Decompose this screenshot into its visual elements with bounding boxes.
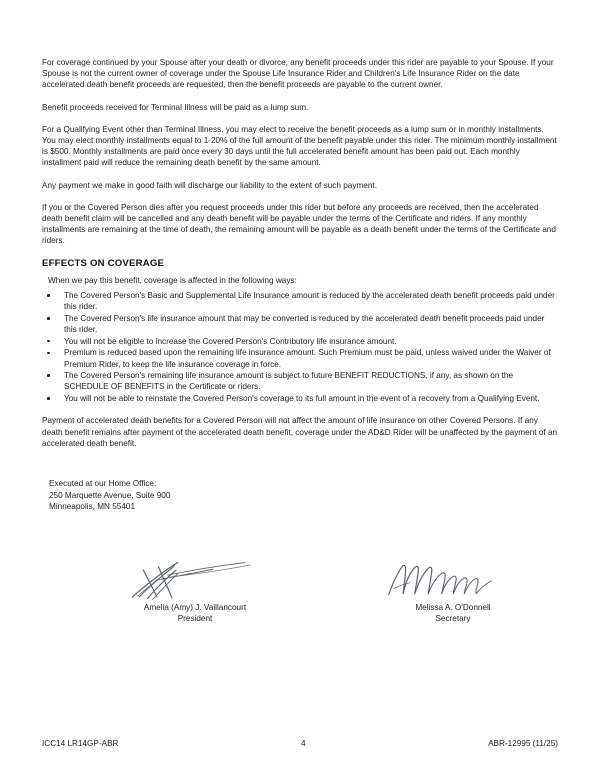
signer-name: Melissa A. O'Donnell bbox=[415, 603, 491, 612]
bullet-dot-icon bbox=[47, 352, 50, 355]
list-item bbox=[42, 393, 558, 404]
list-item-text: Premium is reduced based upon the remaining life insurance amount. Such Premium must be paid, unless waived under the Waiver of Premium Rider, to keep the life insurance coverage in force. bbox=[64, 348, 551, 369]
section-heading-effects-on-coverage: EFFECTS ON COVERAGE bbox=[42, 257, 165, 269]
signature-block-secretary bbox=[338, 560, 568, 624]
paragraph-terminal-illness-lump-sum: Benefit proceeds received for Terminal Illness will be paid as a lump sum. bbox=[42, 102, 309, 112]
list-item bbox=[42, 290, 558, 312]
list-item-text: The Covered Person's Basic and Supplemental Life Insurance amount is reduced by the accelerated death benefit proceeds paid under this rider. bbox=[64, 290, 555, 312]
bullet-dot-icon bbox=[47, 340, 50, 343]
spacer bbox=[42, 460, 558, 478]
footer-form-number: ICC14 LR14GP-ABR bbox=[42, 739, 119, 748]
signature-amelia-vaillancourt-icon bbox=[119, 560, 270, 602]
paragraph-other-covered-persons: Payment of accelerated death benefits for a Covered Person will not affect the amount of life insurance on other Covered Persons. If any death benefit remains after payment of the accelerated death benefit, coverage under the AD&D Rider will be unaffected by the payment of an accelerated death benefit. bbox=[42, 416, 558, 448]
signature-block-president bbox=[80, 560, 310, 624]
paragraph-death-before-proceeds: If you or the Covered Person dies after you request proceeds under this rider but before any proceeds are received, then the accelerated death benefit claim will be cancelled and any death benefit will be payable under the terms of the Certificate and riders. If any monthly installments are remaining at the time of death, the remaining amount will be payable as a death benefit under the terms of the Certificate and riders. bbox=[42, 202, 556, 246]
list-item-text: The Covered Person's remaining life insurance amount is subject to future BENEFIT REDUCTIONS, if any, as shown on the SCHEDULE OF BENEFITS in the Certificate or riders. bbox=[64, 371, 514, 392]
signature-area bbox=[42, 560, 558, 650]
list-item-text: The Covered Person's life insurance amount that may be converted is reduced by the accelerated death benefit proceeds paid under this rider. bbox=[64, 313, 545, 334]
list-item-text: You will not be eligible to increase the Covered Person's Contributory life insurance amount. bbox=[64, 336, 397, 346]
footer-reference: ABR-12995 (11/25) bbox=[488, 739, 558, 748]
list-item-text: You will not be able to reinstate the Covered Person's coverage to its full amount in the event of a recovery from a Qualifying Event. bbox=[64, 394, 540, 404]
paragraph-good-faith-payment: Any payment we make in good faith will discharge our liability to the extent of such payment. bbox=[42, 180, 377, 190]
signer-title: Secretary bbox=[435, 613, 471, 623]
list-item bbox=[42, 336, 558, 347]
footer-page-number: 4 bbox=[300, 739, 306, 748]
page-footer bbox=[42, 739, 558, 748]
signature-melissa-odonnell-icon bbox=[377, 560, 528, 602]
section-lead-in: When we pay this benefit, coverage is affected in the following ways: bbox=[48, 275, 297, 285]
signer-title: President bbox=[177, 613, 213, 623]
paragraph-qualifying-event-installments: For a Qualifying Event other than Terminal Illness, you may elect to receive the benefit proceeds as a lump sum or in monthly installments. You may elect monthly installments equal to 1-20% of the full amount of the benefit payable under this rider. The minimum monthly installment is $500. Monthly installments are paid once every 30 days until the full accelerated benefit amount has been paid out. Each monthly installment paid will reduce the remaining death benefit by the same amount. bbox=[42, 124, 557, 168]
bullet-dot-icon bbox=[47, 317, 50, 320]
list-item bbox=[42, 313, 558, 335]
home-office-block bbox=[49, 478, 558, 513]
home-office-line-1: Executed at our Home Office: bbox=[49, 478, 157, 488]
bullet-dot-icon bbox=[47, 374, 50, 377]
list-item bbox=[42, 370, 558, 392]
bullet-dot-icon bbox=[47, 397, 50, 400]
home-office-line-3: Minneapolis, MN 55401 bbox=[49, 502, 136, 512]
paragraph-spouse-continuation: For coverage continued by your Spouse after your death or divorce, any benefit proceeds under this rider are payable to your Spouse. If your Spouse is not the current owner of coverage under the Spouse Life Insurance Rider and Children's Life Insurance Rider on the date accelerated death benefit proceeds are requested, then the benefit proceeds are payable to the current owner. bbox=[42, 58, 554, 90]
document-body bbox=[42, 57, 558, 513]
list-item bbox=[42, 347, 558, 369]
effects-bullet-list bbox=[42, 290, 558, 405]
home-office-line-2: 250 Marquette Avenue, Suite 900 bbox=[49, 490, 171, 500]
signer-name: Amelia (Amy) J. Vaillancourt bbox=[143, 603, 247, 612]
bullet-dot-icon bbox=[47, 294, 50, 297]
